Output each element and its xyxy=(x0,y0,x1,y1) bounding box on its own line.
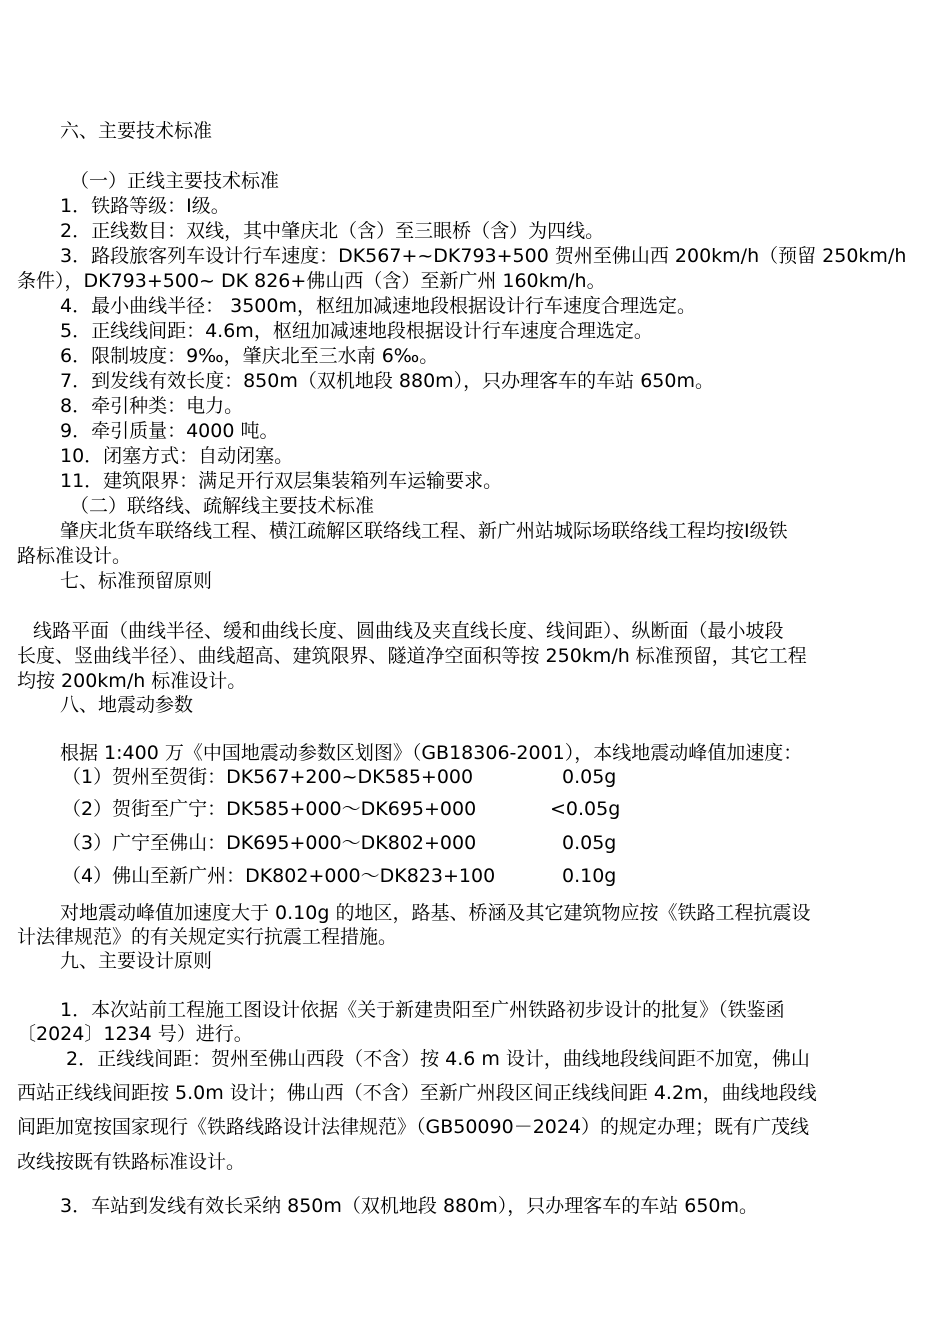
list-item: 11．建筑限界：满足开行双层集装箱列车运输要求。 xyxy=(60,470,503,492)
list-item: 1．铁路等级：Ⅰ级。 xyxy=(60,195,230,217)
subsection-heading: （二）联络线、疏解线主要技术标准 xyxy=(70,495,375,517)
paragraph-line: 计法律规范》的有关规定实行抗震工程措施。 xyxy=(17,926,398,948)
list-item: 10．闭塞方式：自动闭塞。 xyxy=(60,445,294,467)
paragraph-line: 3．车站到发线有效长采纳 850m（双机地段 880m），只办理客车的车站 650m。 xyxy=(60,1195,759,1217)
paragraph-line: 1．本次站前工程施工图设计依据《关于新建贵阳至广州铁路初步设计的批复》（铁鉴函 xyxy=(60,999,785,1021)
list-item: 8．牵引种类：电力。 xyxy=(60,395,244,417)
list-item: 4．最小曲线半径： 3500m，枢纽加减速地段根据设计行车速度合理选定。 xyxy=(60,295,696,317)
paragraph-line: 〔2024〕1234 号）进行。 xyxy=(17,1023,253,1045)
paragraph-line: 路标准设计。 xyxy=(17,545,132,567)
seismic-row-value: 0.05g xyxy=(562,766,617,788)
seismic-row-value: <0.05g xyxy=(550,798,621,820)
seismic-row-label: （1）贺州至贺街：DK567+200~DK585+000 xyxy=(62,766,474,788)
list-item: 5．正线线间距：4.6m，枢纽加减速地段根据设计行车速度合理选定。 xyxy=(60,320,653,342)
section-heading: 九、主要设计原则 xyxy=(60,950,213,972)
list-item: 3．路段旅客列车设计行车速度：DK567+~DK793+500 贺州至佛山西 200km/h（预留 250km/h xyxy=(60,245,907,267)
list-item: 7．到发线有效长度：850m（双机地段 880m），只办理客车的车站 650m。 xyxy=(60,370,714,392)
seismic-row-value: 0.05g xyxy=(562,832,617,854)
seismic-row-value: 0.10g xyxy=(562,865,617,887)
paragraph-line: 改线按既有铁路标准设计。 xyxy=(17,1151,246,1173)
paragraph-line: 线路平面（曲线半径、缓和曲线长度、圆曲线及夹直线长度、线间距）、纵断面（最小坡段 xyxy=(33,620,784,642)
seismic-row-label: （3）广宁至佛山：DK695+000～DK802+000 xyxy=(62,832,477,854)
paragraph-line: 肇庆北货车联络线工程、横江疏解区联络线工程、新广州站城际场联络线工程均按Ⅰ级铁 xyxy=(60,520,788,542)
paragraph-line: 长度、竖曲线半径）、曲线超高、建筑限界、隧道净空面积等按 250km/h 标准预留，其它工程 xyxy=(17,645,807,667)
list-item: 6．限制坡度：9‰，肇庆北至三水南 6‰。 xyxy=(60,345,439,367)
paragraph-line: 西站正线线间距按 5.0m 设计；佛山西（不含）至新广州段区间正线线间距 4.2m，曲线地段线 xyxy=(17,1082,817,1104)
paragraph-line: 根据 1:400 万《中国地震动参数区划图》（GB18306-2001），本线地震动峰值加速度： xyxy=(60,742,803,764)
paragraph-line: 2．正线线间距：贺州至佛山西段（不含）按 4.6 m 设计，曲线地段线间距不加宽，佛山 xyxy=(66,1048,810,1070)
section-heading: 八、地震动参数 xyxy=(60,694,194,716)
section-heading: 六、主要技术标准 xyxy=(60,120,213,142)
subsection-heading: （一）正线主要技术标准 xyxy=(70,170,280,192)
paragraph-line: 均按 200km/h 标准设计。 xyxy=(17,670,247,692)
seismic-row-label: （4）佛山至新广州：DK802+000～DK823+100 xyxy=(62,865,496,887)
list-item: 9．牵引质量：4000 吨。 xyxy=(60,420,279,442)
section-heading: 七、标准预留原则 xyxy=(60,570,213,592)
paragraph-line: 对地震动峰值加速度大于 0.10g 的地区，路基、桥涵及其它建筑物应按《铁路工程抗震设 xyxy=(60,902,811,924)
seismic-row-label: （2）贺街至广宁：DK585+000～DK695+000 xyxy=(62,798,477,820)
list-item-continuation: 条件），DK793+500~ DK 826+佛山西（含）至新广州 160km/h。 xyxy=(17,270,606,292)
list-item: 2．正线数目：双线，其中肇庆北（含）至三眼桥（含）为四线。 xyxy=(60,220,605,242)
paragraph-line: 间距加宽按国家现行《铁路线路设计法律规范》（GB50090－2024）的规定办理；既有广茂线 xyxy=(17,1116,810,1138)
